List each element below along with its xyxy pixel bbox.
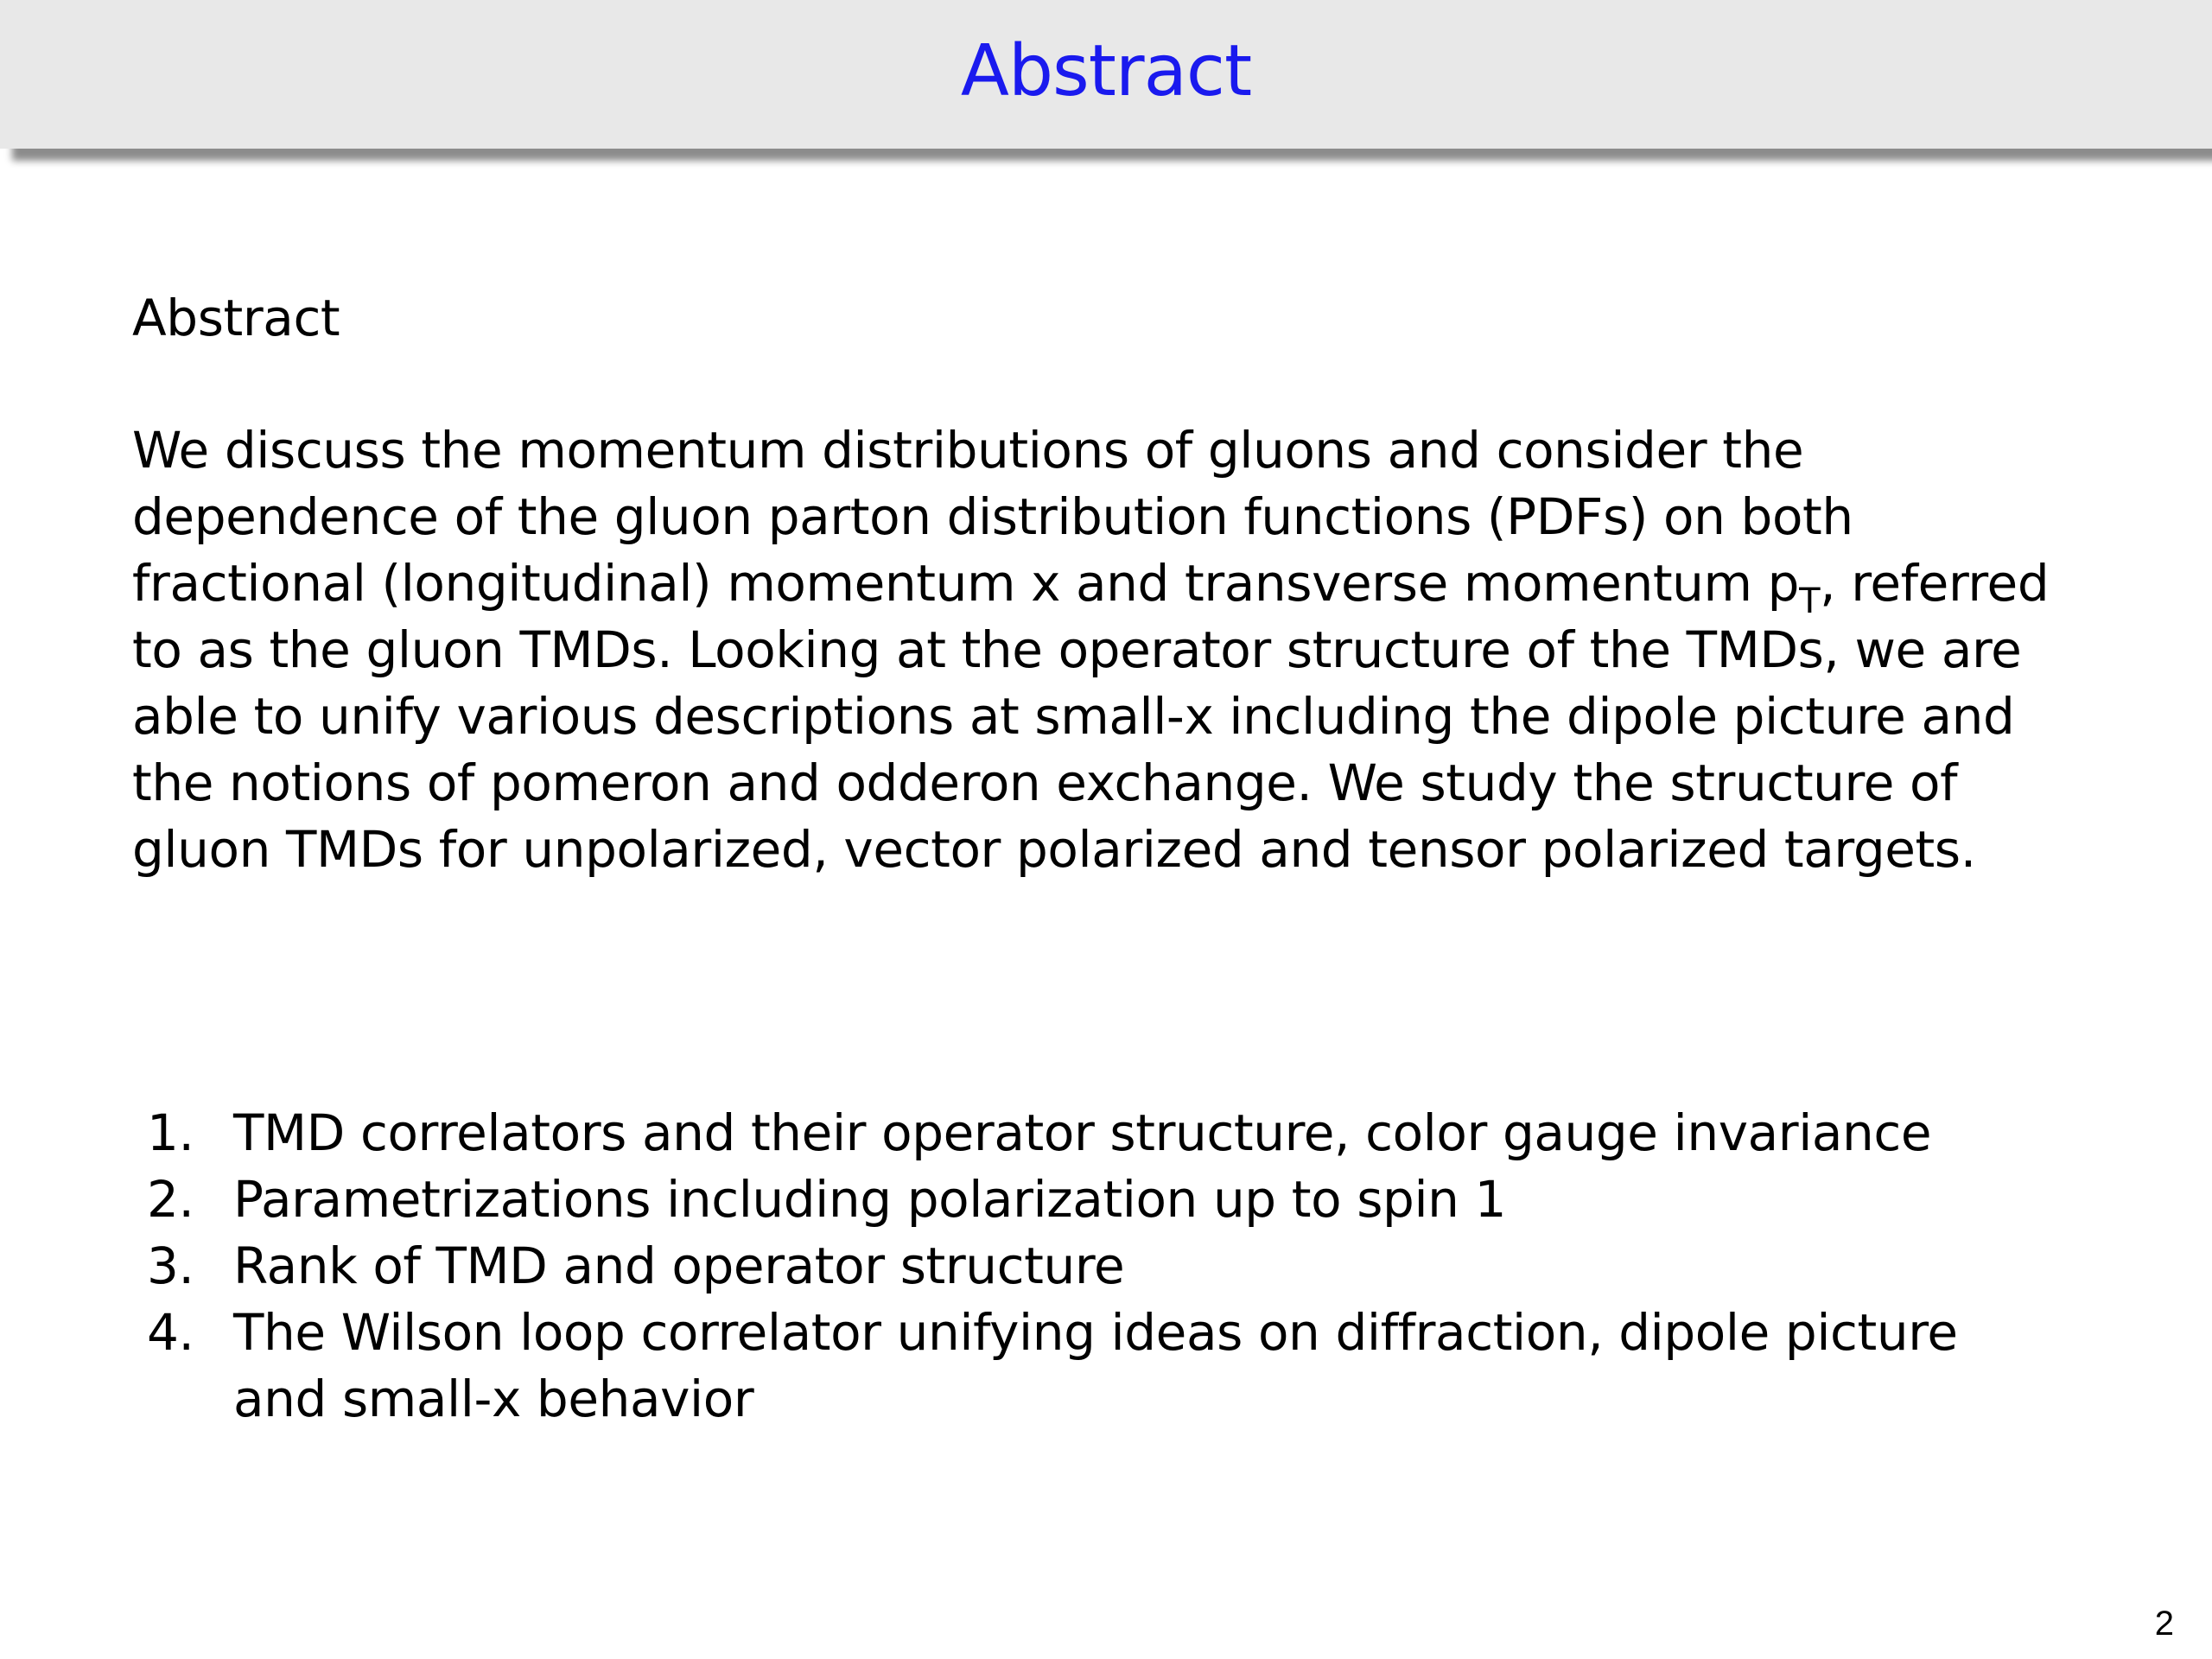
list-item-text: The Wilson loop correlator unifying ideas on diffraction, dipole picture and small-x behavior xyxy=(233,1303,1958,1428)
page-number: 2 xyxy=(2154,1605,2174,1643)
slide-title: Abstract xyxy=(960,29,1252,112)
list-item-number: 1. xyxy=(147,1103,194,1162)
list-item xyxy=(147,1300,2134,1433)
abstract-section xyxy=(132,285,2120,883)
list-item xyxy=(147,1166,2134,1233)
abstract-body-text-2: , referred to as the gluon TMDs. Looking at the operator structure of the TMDs, we are able to unify various descriptions at small-x including the dipole picture and the notions of pomeron and odderon exchange. We study the structure of gluon TMDs for unpolarized, vector polarized and tensor polarized targets. xyxy=(132,554,2050,879)
list-item xyxy=(147,1100,2134,1166)
title-bar xyxy=(0,0,2212,149)
list-item-number: 3. xyxy=(147,1236,194,1295)
list-item-text: Rank of TMD and operator structure xyxy=(233,1236,1125,1295)
list-item-number: 4. xyxy=(147,1303,194,1362)
list-item-number: 2. xyxy=(147,1170,194,1229)
abstract-body-text-1: We discuss the momentum distributions of gluons and consider the dependence of the gluon parton distribution functions (PDFs) on both fractional (longitudinal) momentum x and transverse momentum p xyxy=(132,421,1853,613)
subscript-t: T xyxy=(1799,582,1821,621)
list-item-text: Parametrizations including polarization up to spin 1 xyxy=(233,1170,1507,1229)
list-item xyxy=(147,1233,2134,1300)
abstract-heading: Abstract xyxy=(132,289,340,347)
list-item-text: TMD correlators and their operator structure, color gauge invariance xyxy=(233,1103,1932,1162)
abstract-body xyxy=(132,417,2085,883)
outline-list xyxy=(147,1100,2134,1433)
